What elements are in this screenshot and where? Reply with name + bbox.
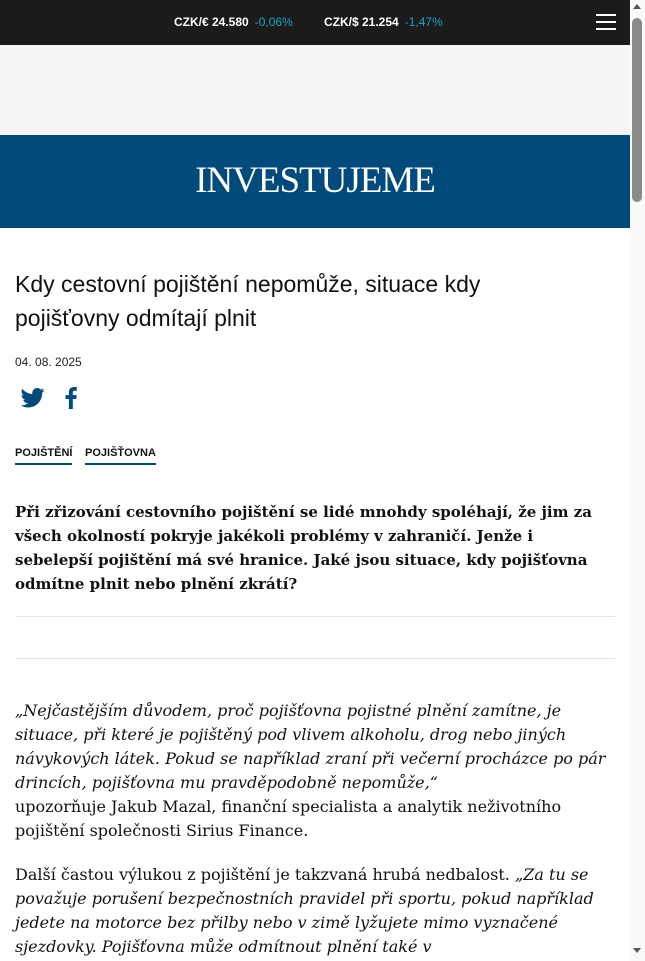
article-paragraph-1: [15, 699, 615, 843]
divider: [15, 658, 615, 659]
article-date: 04. 08. 2025: [15, 355, 82, 369]
paragraph-1-attribution: upozorňuje Jakub Mazal, finanční specialista a analytik neživotního pojištění společnosti Sirius Finance.: [15, 797, 562, 840]
rate-czk-usd-change: -1,47%: [404, 15, 443, 29]
twitter-icon[interactable]: [21, 387, 45, 409]
article-paragraph-2: [15, 863, 615, 959]
article-title: Kdy cestovní pojištění nepomůže, situace kdy pojišťovny odmítají plnit: [15, 271, 481, 331]
rate-czk-usd: [324, 15, 443, 29]
article-perex: Při zřizování cestovního pojištění se lidé mnohdy spoléhají, že jim za všech okolností pokryje jakékoli problémy v zahraničí. Jenže i sebelepší pojištění má své hranice. Jaké jsou situace, kdy pojišťovna odmítne plnit nebo plnění zkrátí?: [15, 503, 592, 593]
tag-pojisteni[interactable]: POJIŠTĚNÍ: [15, 447, 72, 465]
vertical-scrollbar[interactable]: [630, 0, 645, 961]
scrollbar-thumb[interactable]: [632, 18, 642, 202]
tag-pojistovna[interactable]: POJIŠŤOVNA: [85, 447, 156, 465]
rate-czk-eur-value: CZK/€ 24.580: [174, 15, 249, 29]
scroll-up-arrow-icon[interactable]: [633, 4, 641, 9]
ad-placeholder: [0, 45, 630, 135]
paragraph-2-text: Další častou výlukou z pojištění je takzvaná hrubá nedbalost.: [15, 865, 515, 884]
currency-ticker-bar: [0, 0, 630, 45]
site-logo[interactable]: INVESTUJEME: [195, 160, 435, 201]
rate-czk-eur-change: -0,06%: [254, 15, 293, 29]
divider: [15, 616, 615, 617]
rate-czk-usd-value: CZK/$ 21.254: [324, 15, 399, 29]
facebook-icon[interactable]: [62, 387, 80, 409]
hamburger-menu-icon[interactable]: [596, 13, 618, 31]
scroll-down-arrow-icon[interactable]: [633, 948, 641, 953]
quote-mazal: „Nejčastějším důvodem, proč pojišťovna pojistné plnění zamítne, je situace, při které je pojištěný pod vlivem alkoholu, drog nebo jiných návykových látek. Pokud se například zraní při večerní procházce po pár drincích, pojišťovna mu pravděpodobně nepomůže,“: [15, 701, 606, 792]
brand-header: [0, 135, 630, 228]
rate-czk-eur: [174, 15, 293, 29]
quote-hruba-nedbalost: „Za tu se považuje porušení bezpečnostních pravidel při sportu, pokud například jedete na motorce bez přilby nebo v zimě lyžujete mimo vyznačené sjezdovky. Pojišťovna může odmítnout plnění také v: [15, 865, 594, 956]
